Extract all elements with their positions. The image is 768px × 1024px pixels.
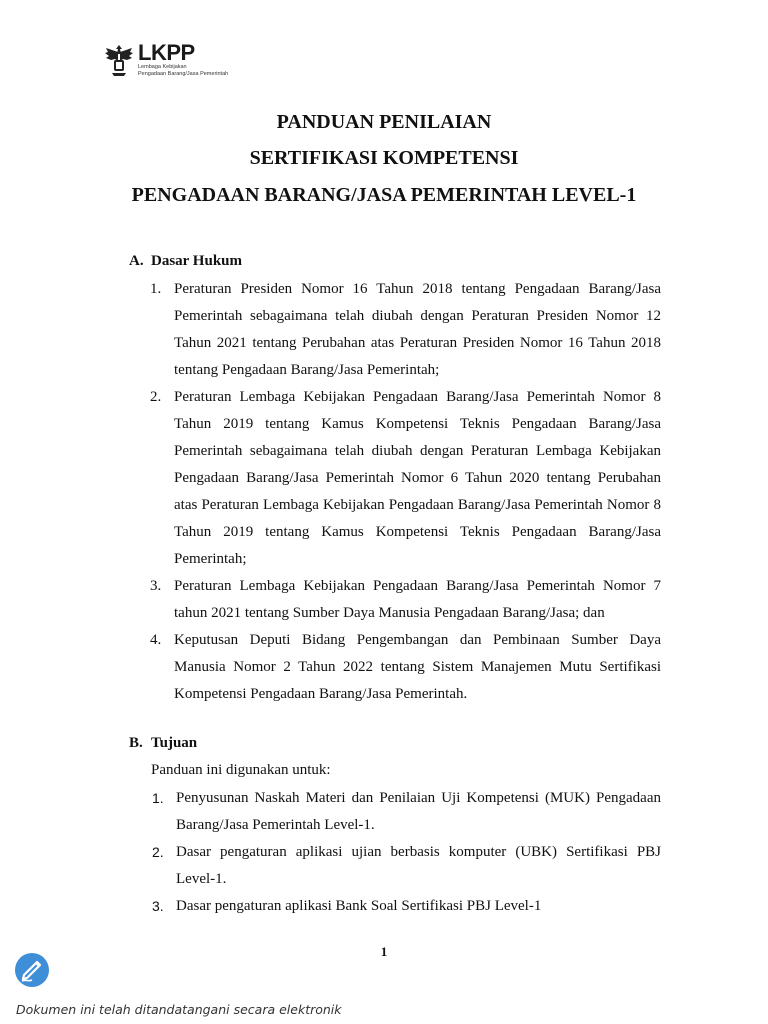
list-item: [150, 627, 661, 708]
doc-title-line-3: PENGADAAN BARANG/JASA PEMERINTAH LEVEL-1: [131, 184, 637, 206]
list-item: [152, 785, 661, 839]
e-signature-badge-icon: [14, 952, 50, 988]
list-item-text: Penyusunan Naskah Materi dan Penilaian Uji Kompetensi (MUK) Pengadaan Barang/Jasa Pemerintah Level-1.: [176, 790, 661, 833]
list-item-number: 2.: [152, 844, 164, 860]
list-item: [152, 893, 661, 920]
list-item-number: 1.: [150, 281, 162, 297]
section-a-title: Dasar Hukum: [151, 253, 242, 269]
garuda-emblem-icon: [104, 42, 134, 80]
doc-title-line-2: SERTIFIKASI KOMPETENSI: [249, 147, 519, 169]
logo-subtitle-2: Pengadaan Barang/Jasa Pemerintah: [138, 71, 229, 77]
list-item-text: Peraturan Presiden Nomor 16 Tahun 2018 tentang Pengadaan Barang/Jasa Pemerintah sebagaimana telah diubah dengan Peraturan Presiden Nomor 12 Tahun 2021 tentang Perubahan atas Peraturan Presiden Nomor 16 Tahun 2018 tentang Pengadaan Barang/Jasa Pemerintah;: [174, 281, 661, 378]
list-item: [152, 839, 661, 893]
e-signature-notice: Dokumen ini telah ditandatangani secara elektronik: [16, 1002, 342, 1017]
list-item-text: Dasar pengaturan aplikasi Bank Soal Sertifikasi PBJ Level-1: [176, 898, 542, 914]
section-b-letter: B.: [129, 735, 143, 751]
section-b-title: Tujuan: [151, 735, 198, 751]
list-item-number: 3.: [150, 578, 162, 594]
doc-title-line-1: PANDUAN PENILAIAN: [276, 111, 492, 133]
list-item-number: 1.: [152, 790, 164, 806]
section-b-intro: Panduan ini digunakan untuk:: [151, 762, 331, 778]
section-b-list: [152, 785, 661, 920]
logo-acronym: LKPP: [138, 40, 195, 65]
list-item-text: Peraturan Lembaga Kebijakan Pengadaan Barang/Jasa Pemerintah Nomor 7 tahun 2021 tentang Sumber Daya Manusia Pengadaan Barang/Jasa; dan: [174, 578, 661, 621]
section-a-letter: A.: [129, 253, 144, 269]
list-item-text: Dasar pengaturan aplikasi ujian berbasis komputer (UBK) Sertifikasi PBJ Level-1.: [176, 844, 661, 887]
list-item: [150, 573, 661, 627]
list-item-number: 2.: [150, 389, 162, 405]
lkpp-logo: [104, 42, 234, 82]
list-item: [150, 384, 661, 573]
logo-subtitle-1: Lembaga Kebijakan: [138, 64, 187, 70]
section-a-list: [150, 276, 661, 708]
list-item: [150, 276, 661, 384]
list-item-number: 4.: [150, 632, 162, 648]
list-item-text: Peraturan Lembaga Kebijakan Pengadaan Barang/Jasa Pemerintah Nomor 8 Tahun 2019 tentang Kamus Kompetensi Teknis Pengadaan Barang/Jasa Pemerintah sebagaimana telah diubah dengan Peraturan Lembaga Kebijakan Pengadaan Barang/Jasa Pemerintah Nomor 6 Tahun 2020 tentang Perubahan atas Peraturan Lembaga Kebijakan Pengadaan Barang/Jasa Pemerintah Nomor 8 Tahun 2019 tentang Kamus Kompetensi Teknis Pengadaan Barang/Jasa Pemerintah;: [174, 389, 661, 567]
page-number: 1: [380, 944, 388, 959]
list-item-text: Keputusan Deputi Bidang Pengembangan dan Pembinaan Sumber Daya Manusia Nomor 2 Tahun 2022 tentang Sistem Manajemen Mutu Sertifikasi Kompetensi Pengadaan Barang/Jasa Pemerintah.: [174, 632, 661, 702]
section-a-heading: [129, 253, 242, 270]
list-item-number: 3.: [152, 898, 164, 914]
section-b-heading: [129, 735, 197, 752]
